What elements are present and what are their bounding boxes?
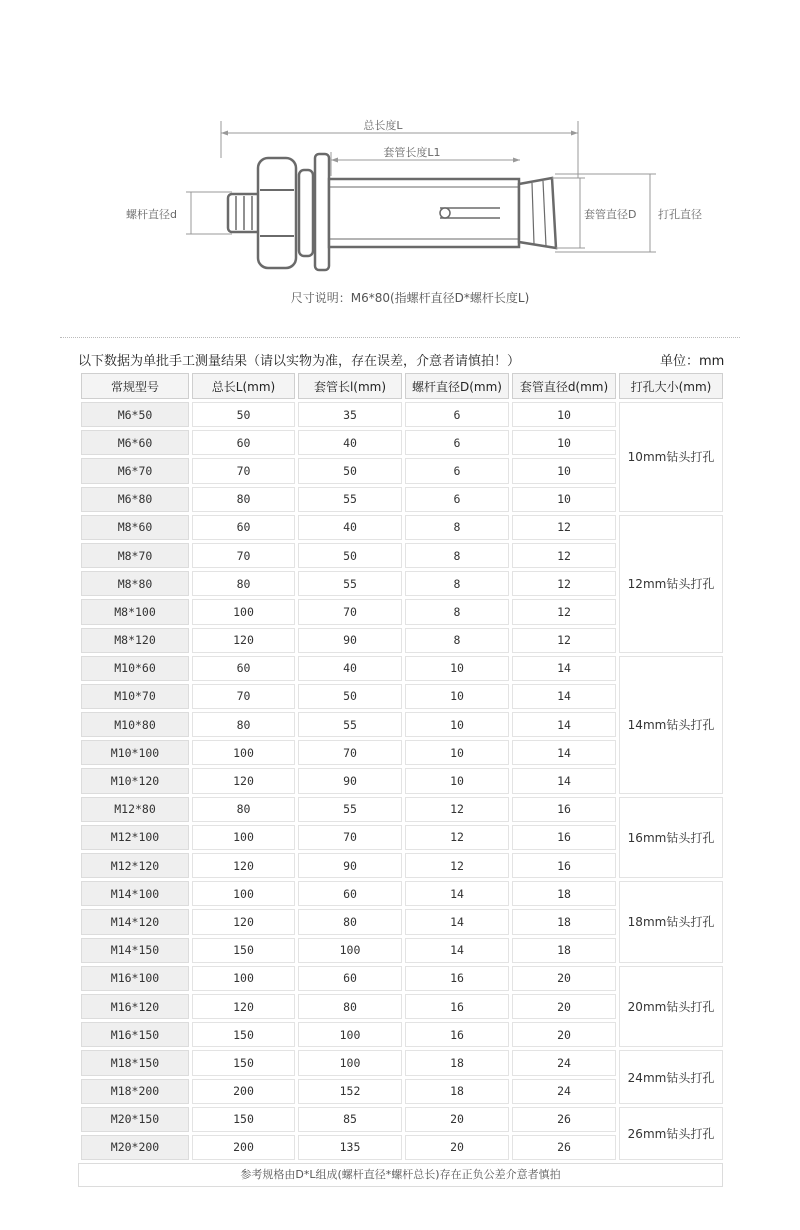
cell-total-length: 150	[192, 1022, 295, 1047]
cell-bolt-diameter: 20	[405, 1107, 509, 1132]
cell-sleeve-diameter: 16	[512, 853, 616, 878]
cell-bolt-diameter: 10	[405, 712, 509, 737]
cell-sleeve-diameter: 10	[512, 402, 616, 427]
cell-model: M6*80	[81, 487, 189, 512]
cell-sleeve-length: 90	[298, 768, 402, 793]
column-header-total-length: 总长L(mm)	[192, 373, 295, 399]
cell-sleeve-length: 70	[298, 825, 402, 850]
cell-sleeve-length: 85	[298, 1107, 402, 1132]
cell-model: M10*120	[81, 768, 189, 793]
cell-bolt-diameter: 10	[405, 656, 509, 681]
cell-sleeve-length: 100	[298, 938, 402, 963]
cell-model: M8*100	[81, 599, 189, 624]
bolt-diameter-dimension	[186, 192, 232, 234]
cell-bolt-diameter: 8	[405, 543, 509, 568]
cell-total-length: 80	[192, 797, 295, 822]
cell-total-length: 80	[192, 712, 295, 737]
cell-sleeve-diameter: 24	[512, 1079, 616, 1104]
drill-diameter-label: 打孔直径	[658, 208, 702, 221]
cell-bolt-diameter: 14	[405, 909, 509, 934]
cell-sleeve-diameter: 20	[512, 994, 616, 1019]
cell-sleeve-diameter: 12	[512, 543, 616, 568]
cell-model: M6*60	[81, 430, 189, 455]
cell-bolt-diameter: 16	[405, 994, 509, 1019]
cell-sleeve-diameter: 26	[512, 1135, 616, 1160]
cell-total-length: 60	[192, 656, 295, 681]
cell-bolt-diameter: 16	[405, 966, 509, 991]
cell-total-length: 60	[192, 430, 295, 455]
cell-total-length: 150	[192, 1107, 295, 1132]
cell-model: M8*70	[81, 543, 189, 568]
cell-total-length: 70	[192, 458, 295, 483]
cell-sleeve-diameter: 18	[512, 909, 616, 934]
cell-bolt-diameter: 14	[405, 938, 509, 963]
table-row	[81, 515, 723, 540]
cell-model: M6*50	[81, 402, 189, 427]
cell-sleeve-length: 55	[298, 487, 402, 512]
cell-total-length: 120	[192, 628, 295, 653]
cell-model: M18*200	[81, 1079, 189, 1104]
sleeve-length-label: 套管长度L1	[383, 146, 441, 159]
cell-bolt-diameter: 6	[405, 402, 509, 427]
cell-sleeve-diameter: 20	[512, 966, 616, 991]
cell-sleeve-length: 55	[298, 797, 402, 822]
cell-sleeve-length: 60	[298, 881, 402, 906]
column-header-model: 常规型号	[81, 373, 189, 399]
cell-sleeve-length: 50	[298, 458, 402, 483]
cell-bolt-diameter: 10	[405, 768, 509, 793]
cell-model: M12*80	[81, 797, 189, 822]
cell-sleeve-diameter: 14	[512, 684, 616, 709]
cell-model: M8*60	[81, 515, 189, 540]
cell-sleeve-length: 100	[298, 1050, 402, 1075]
cell-bolt-diameter: 18	[405, 1050, 509, 1075]
cell-sleeve-length: 80	[298, 994, 402, 1019]
cell-total-length: 100	[192, 825, 295, 850]
cell-sleeve-diameter: 14	[512, 656, 616, 681]
cell-bolt-diameter: 12	[405, 853, 509, 878]
cell-total-length: 70	[192, 684, 295, 709]
cell-sleeve-length: 135	[298, 1135, 402, 1160]
cell-sleeve-length: 70	[298, 740, 402, 765]
column-header-sleeve-diameter: 套管直径d(mm)	[512, 373, 616, 399]
cell-drill-size: 20mm钻头打孔	[619, 966, 723, 1048]
cell-model: M6*70	[81, 458, 189, 483]
table-row	[81, 656, 723, 681]
cell-model: M14*150	[81, 938, 189, 963]
total-length-label: 总长度L	[363, 119, 403, 132]
cell-sleeve-length: 40	[298, 430, 402, 455]
cell-model: M12*100	[81, 825, 189, 850]
cell-total-length: 80	[192, 571, 295, 596]
cell-sleeve-diameter: 12	[512, 515, 616, 540]
cell-sleeve-diameter: 24	[512, 1050, 616, 1075]
cell-bolt-diameter: 10	[405, 684, 509, 709]
cell-bolt-diameter: 12	[405, 825, 509, 850]
cell-sleeve-diameter: 12	[512, 599, 616, 624]
cell-bolt-diameter: 16	[405, 1022, 509, 1047]
cell-total-length: 100	[192, 881, 295, 906]
table-row	[81, 1107, 723, 1132]
cell-sleeve-diameter: 10	[512, 487, 616, 512]
cell-model: M8*80	[81, 571, 189, 596]
cell-total-length: 50	[192, 402, 295, 427]
cell-total-length: 120	[192, 768, 295, 793]
cell-bolt-diameter: 6	[405, 430, 509, 455]
cell-sleeve-length: 40	[298, 515, 402, 540]
column-header-sleeve-length: 套管长l(mm)	[298, 373, 402, 399]
cell-drill-size: 16mm钻头打孔	[619, 797, 723, 879]
cell-sleeve-length: 55	[298, 712, 402, 737]
cell-sleeve-length: 50	[298, 543, 402, 568]
cell-model: M8*120	[81, 628, 189, 653]
table-row	[81, 881, 723, 906]
cell-sleeve-diameter: 10	[512, 430, 616, 455]
cell-sleeve-diameter: 14	[512, 768, 616, 793]
cell-model: M12*120	[81, 853, 189, 878]
cell-model: M16*100	[81, 966, 189, 991]
table-row	[81, 966, 723, 991]
sleeve-diameter-dimension	[552, 178, 585, 248]
cell-total-length: 100	[192, 599, 295, 624]
cell-drill-size: 14mm钻头打孔	[619, 656, 723, 794]
cell-sleeve-length: 60	[298, 966, 402, 991]
cell-model: M14*100	[81, 881, 189, 906]
diagram-caption: 尺寸说明：M6*80(指螺杆直径D*螺杆长度L)	[290, 291, 530, 305]
cell-bolt-diameter: 8	[405, 628, 509, 653]
cell-sleeve-diameter: 10	[512, 458, 616, 483]
cell-drill-size: 26mm钻头打孔	[619, 1107, 723, 1160]
cell-bolt-diameter: 14	[405, 881, 509, 906]
cell-drill-size: 24mm钻头打孔	[619, 1050, 723, 1103]
column-header-drill-size: 打孔大小(mm)	[619, 373, 723, 399]
cell-total-length: 120	[192, 853, 295, 878]
tolerance-note: 参考规格由D*L组成(螺杆直径*螺杆总长)存在正负公差介意者慎拍	[78, 1163, 723, 1187]
cell-model: M18*150	[81, 1050, 189, 1075]
cell-sleeve-length: 50	[298, 684, 402, 709]
cell-sleeve-length: 80	[298, 909, 402, 934]
cell-total-length: 120	[192, 909, 295, 934]
cell-bolt-diameter: 12	[405, 797, 509, 822]
cell-model: M16*120	[81, 994, 189, 1019]
cell-total-length: 100	[192, 740, 295, 765]
cell-sleeve-diameter: 18	[512, 881, 616, 906]
cell-sleeve-length: 35	[298, 402, 402, 427]
cell-drill-size: 10mm钻头打孔	[619, 402, 723, 512]
expansion-bolt-diagram	[0, 0, 800, 330]
cell-bolt-diameter: 8	[405, 571, 509, 596]
cell-sleeve-diameter: 16	[512, 825, 616, 850]
cell-sleeve-diameter: 14	[512, 740, 616, 765]
cell-sleeve-diameter: 16	[512, 797, 616, 822]
cell-total-length: 60	[192, 515, 295, 540]
cell-model: M10*100	[81, 740, 189, 765]
cell-total-length: 200	[192, 1079, 295, 1104]
cell-total-length: 100	[192, 966, 295, 991]
table-row	[81, 797, 723, 822]
cell-bolt-diameter: 6	[405, 458, 509, 483]
cell-total-length: 150	[192, 1050, 295, 1075]
bolt-drawing	[228, 154, 556, 270]
cell-sleeve-length: 70	[298, 599, 402, 624]
cell-sleeve-length: 90	[298, 853, 402, 878]
cell-model: M10*80	[81, 712, 189, 737]
cell-sleeve-diameter: 20	[512, 1022, 616, 1047]
cell-drill-size: 12mm钻头打孔	[619, 515, 723, 653]
cell-sleeve-diameter: 26	[512, 1107, 616, 1132]
cell-bolt-diameter: 18	[405, 1079, 509, 1104]
cell-model: M16*150	[81, 1022, 189, 1047]
cell-total-length: 200	[192, 1135, 295, 1160]
cell-sleeve-length: 55	[298, 571, 402, 596]
table-row	[81, 1050, 723, 1075]
cell-model: M14*120	[81, 909, 189, 934]
cell-total-length: 70	[192, 543, 295, 568]
column-header-bolt-diameter: 螺杆直径D(mm)	[405, 373, 509, 399]
cell-total-length: 120	[192, 994, 295, 1019]
cell-drill-size: 18mm钻头打孔	[619, 881, 723, 963]
spec-table-body	[81, 402, 723, 1160]
cell-model: M10*60	[81, 656, 189, 681]
cell-sleeve-length: 152	[298, 1079, 402, 1104]
cell-model: M20*200	[81, 1135, 189, 1160]
cell-bolt-diameter: 20	[405, 1135, 509, 1160]
cell-sleeve-diameter: 12	[512, 628, 616, 653]
spec-table	[78, 370, 726, 1163]
cell-sleeve-diameter: 12	[512, 571, 616, 596]
cell-total-length: 80	[192, 487, 295, 512]
measurement-note: 以下数据为单批手工测量结果（请以实物为准，存在误差，介意者请慎拍！）	[78, 354, 521, 369]
cell-model: M20*150	[81, 1107, 189, 1132]
cell-total-length: 150	[192, 938, 295, 963]
cell-bolt-diameter: 10	[405, 740, 509, 765]
cell-sleeve-length: 90	[298, 628, 402, 653]
cell-model: M10*70	[81, 684, 189, 709]
cell-bolt-diameter: 8	[405, 599, 509, 624]
table-row	[81, 402, 723, 427]
dotted-divider	[60, 337, 740, 338]
cell-bolt-diameter: 8	[405, 515, 509, 540]
table-header-row	[81, 373, 723, 399]
cell-bolt-diameter: 6	[405, 487, 509, 512]
cell-sleeve-length: 100	[298, 1022, 402, 1047]
bolt-diameter-label: 螺杆直径d	[126, 208, 177, 221]
cell-sleeve-diameter: 14	[512, 712, 616, 737]
unit-note: 单位：mm	[660, 354, 725, 369]
cell-sleeve-length: 40	[298, 656, 402, 681]
cell-sleeve-diameter: 18	[512, 938, 616, 963]
sleeve-diameter-label: 套管直径D	[584, 208, 637, 221]
